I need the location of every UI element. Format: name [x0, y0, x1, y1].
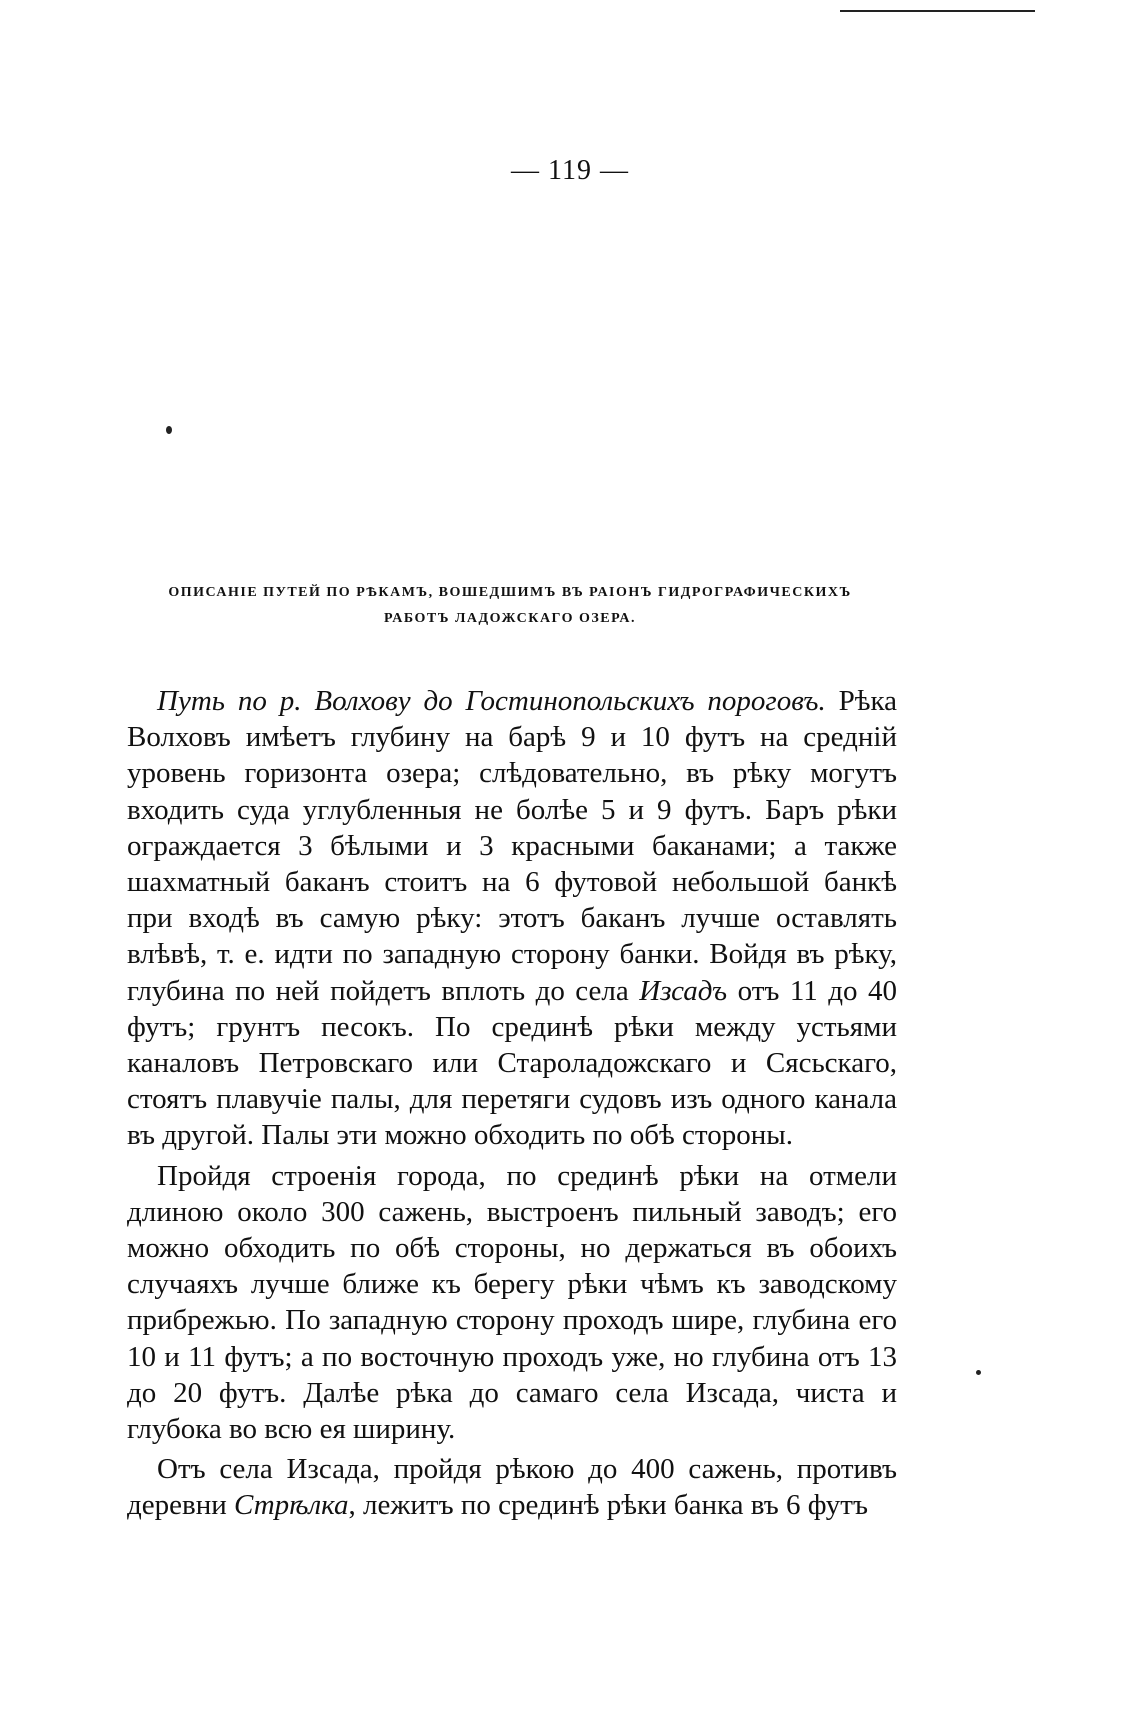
- section-heading-line-1: ОПИСАНІЕ ПУТЕЙ ПО РѢКАМЪ, ВОШЕДШИМЪ ВЪ РАІОНЪ ГИДРОГРАФИЧЕСКИХЪ: [168, 585, 852, 600]
- paragraph-1-text-after: отъ 11 до 40 футъ; грунтъ песокъ. По срединѣ рѣки между устьями каналовъ Петровскаго или Староладожскаго и Сясьскаго, стоятъ плавучіе палы, для перетяги судовъ изъ одного канала въ другой. Палы эти можно обходить по обѣ стороны.: [127, 974, 898, 1152]
- paragraph-1-text: Рѣка Волховъ имѣетъ глубину на барѣ 9 и 10 футъ на средній уровень горизонта озера; слѣдовательно, въ рѣку могутъ входить суда углубленныя не болѣе 5 и 9 футъ. Баръ рѣки ограждается 3 бѣлыми и 3 красными баканами; а также шахматный баканъ стоитъ на 6 футовой небольшой банкѣ при входѣ въ самую рѣку: этотъ баканъ лучше оставлять влѣвѣ, т. е. идти по западную сторону банки. Войдя въ рѣку, глубина по ней пойдетъ вплоть до села: [127, 685, 897, 1007]
- body-text: [127, 683, 897, 1528]
- section-heading: [120, 580, 900, 632]
- paragraph-2: Пройдя строенія города, по срединѣ рѣки на отмели длиною около 300 сажень, выстроенъ пильный заводъ; его можно обходить по обѣ стороны, но держаться въ обоихъ случаяхъ лучше ближе къ берегу рѣки чѣмъ къ заводскому прибрежью. По западную сторону проходъ шире, глубина его 10 и 11 футъ; а по восточную проходъ уже, но глубина отъ 13 до 20 футъ. Далѣе рѣка до самаго села Изсада, чиста и глубока во всю ея ширину.: [127, 1159, 897, 1446]
- section-heading-line-2: РАБОТЪ ЛАДОЖСКАГО ОЗЕРА.: [384, 611, 636, 626]
- top-edge-rule: [840, 10, 1035, 12]
- paragraph-1-lead: Путь по р. Волхову до Гостинопольскихъ пороговъ.: [157, 685, 826, 717]
- paragraph-3: [127, 1451, 897, 1523]
- page-number: — 119 —: [511, 155, 629, 186]
- place-name-izsad: Изсадъ: [639, 974, 728, 1007]
- paragraph-3-text: Отъ села Изсада, пройдя рѣкою до 400 сажень, противъ деревни: [127, 1453, 897, 1522]
- paragraph-3-text-after: , лежитъ по срединѣ рѣки банка въ 6 футъ: [348, 1489, 868, 1522]
- place-name-strelka: Стрѣлка: [233, 1489, 349, 1522]
- ink-speck: [976, 1370, 981, 1375]
- ink-speck: [166, 426, 172, 434]
- paragraph-1: [127, 683, 897, 1154]
